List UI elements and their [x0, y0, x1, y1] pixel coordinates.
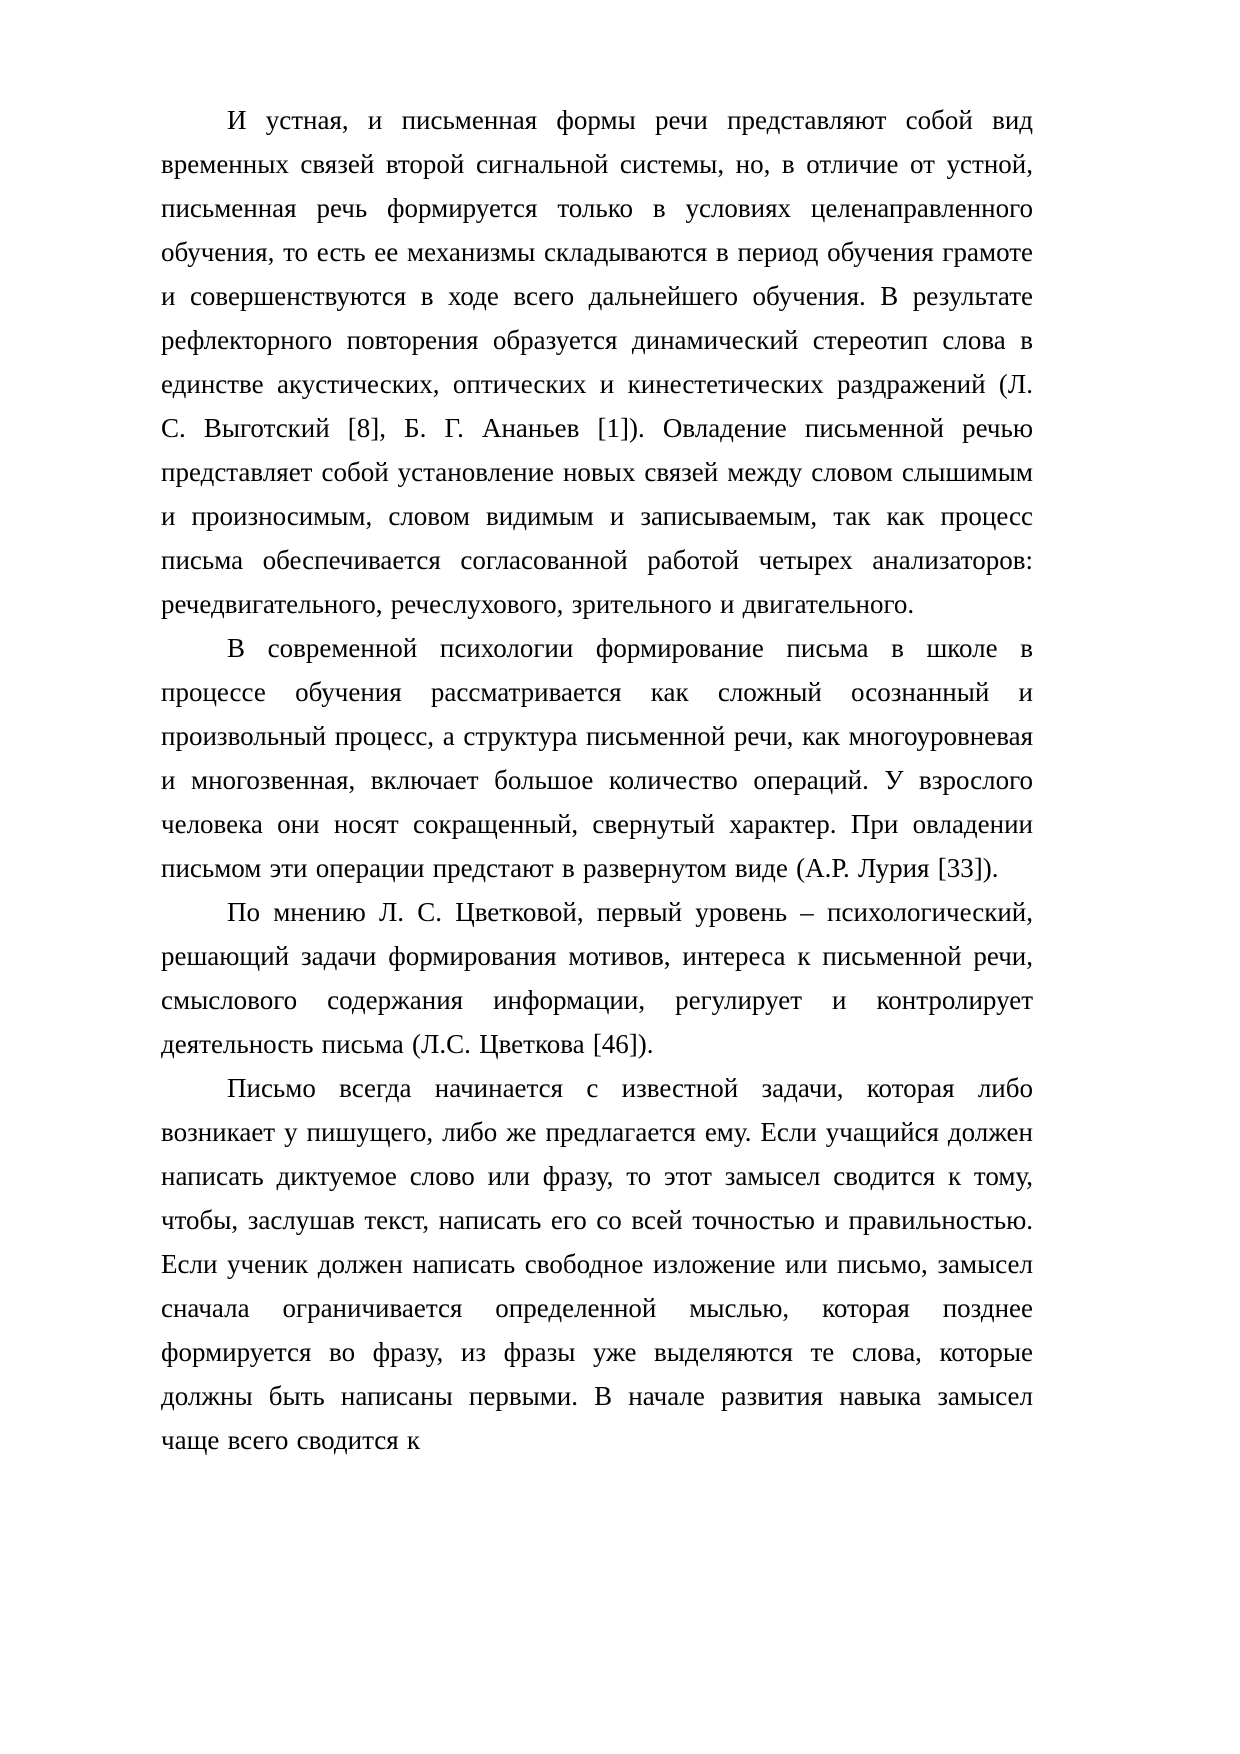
paragraph: Письмо всегда начинается с известной задачи, которая либо возникает у пишущего, либо же предлагается ему. Если учащийся должен написать диктуемое слово или фразу, то этот замысел сводится к тому, чтобы, заслушав текст, написать его со всей точностью и правильностью. Если ученик должен написать свободное изложение или письмо, замысел сначала ограничивается определенной мыслью, которая позднее формируется во фразу, из фразы уже выделяются те слова, которые должны быть написаны первыми. В начале развития навыка замысел чаще всего сводится к [161, 1073, 1033, 1455]
paragraph: И устная, и письменная формы речи представляют собой вид временных связей второй сигнальной системы, но, в отличие от устной, письменная речь формируется только в условиях целенаправленного обучения, то есть ее механизмы складываются в период обучения грамоте и совершенствуются в ходе всего дальнейшего обучения. В результате рефлекторного повторения образуется динамический стереотип слова в единстве акустических, оптических и кинестетических раздражений (Л. С. Выготский [8], Б. Г. Ананьев [1]). Овладение письменной речью представляет собой установление новых связей между словом слышимым и произносимым, словом видимым и записываемым, так как процесс письма обеспечивается согласованной работой четырех анализаторов: речедвигательного, речеслухового, зрительного и двигательного. [161, 105, 1033, 619]
paragraph: В современной психологии формирование письма в школе в процессе обучения рассматривается как сложный осознанный и произвольный процесс, а структура письменной речи, как многоуровневая и многозвенная, включает большое количество операций. У взрослого человека они носят сокращенный, свернутый характер. При овладении письмом эти операции предстают в развернутом виде (А.Р. Лурия [33]). [161, 633, 1033, 883]
paragraph: По мнению Л. С. Цветковой, первый уровень – психологический, решающий задачи формирования мотивов, интереса к письменной речи, смыслового содержания информации, регулирует и контролирует деятельность письма (Л.С. Цветкова [46]). [161, 897, 1033, 1059]
